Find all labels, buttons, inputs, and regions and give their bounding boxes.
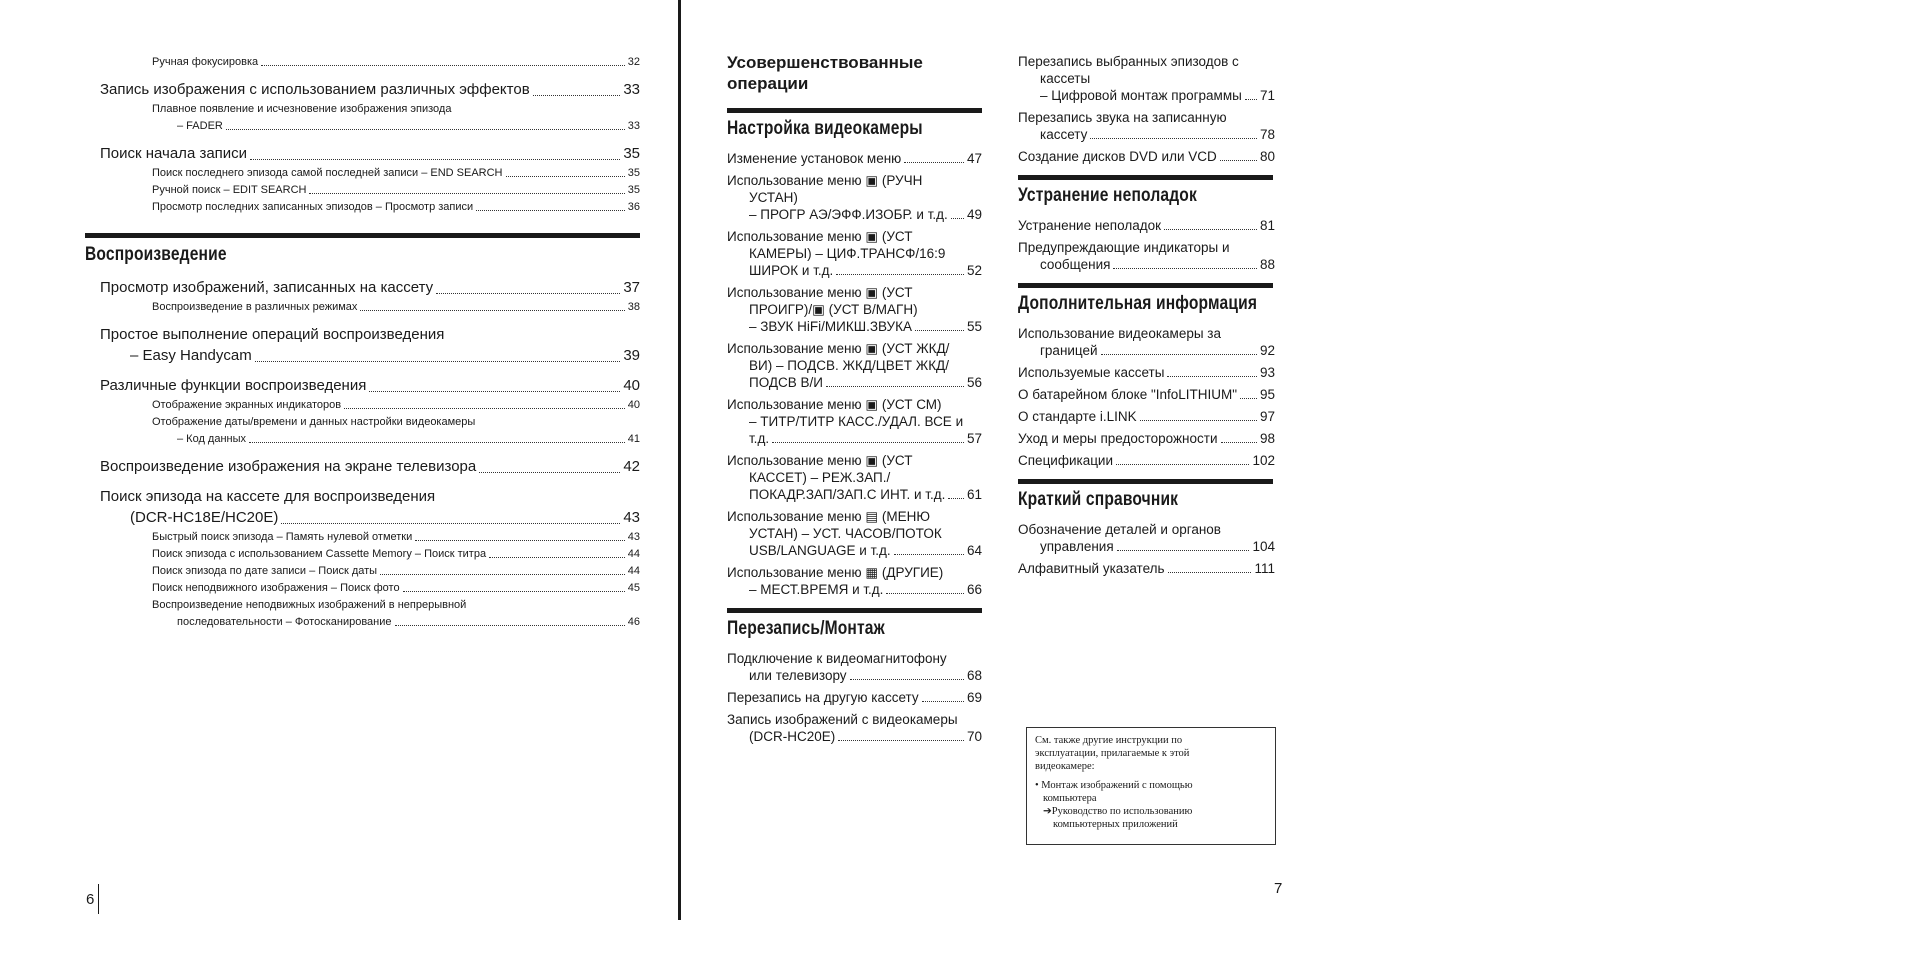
toc-entry-title: Ручная фокусировка — [152, 56, 259, 68]
toc-entry-line: Обозначение деталей и органов — [1018, 522, 1221, 537]
toc-entry-page: 33 — [627, 120, 640, 132]
toc-entry-title: Поиск начала записи — [100, 145, 248, 162]
toc-entry — [100, 346, 640, 366]
toc-entry — [100, 397, 640, 413]
toc-entry — [100, 563, 640, 579]
leader-dots — [951, 218, 964, 219]
toc-entry-line — [1018, 126, 1275, 143]
leader-dots — [476, 210, 625, 211]
leader-dots — [850, 679, 964, 680]
toc-entry-line — [1018, 386, 1275, 403]
toc-entry-line — [1018, 364, 1275, 381]
leader-dots — [1168, 572, 1252, 573]
toc-entry — [1018, 239, 1275, 273]
toc-entry-title: Запись изображения с использованием различных эффектов — [100, 81, 530, 98]
leader-dots — [826, 386, 964, 387]
toc-entry-line — [1018, 430, 1275, 447]
leader-dots — [1164, 229, 1257, 230]
toc-entry-line: Предупреждающие индикаторы и — [1018, 240, 1230, 255]
toc-entry-title: ПОКАДР.ЗАП/ЗАП.С ИНТ. и т.д. — [749, 487, 946, 502]
leader-dots — [1101, 354, 1257, 355]
toc-entry-title: Поиск эпизода на кассете для воспроизведения — [100, 488, 436, 505]
toc-entry-line — [1018, 342, 1275, 359]
toc-entry-line — [1018, 560, 1275, 577]
toc-entry — [100, 118, 640, 134]
toc-entry-title: Алфавитный указатель — [1018, 561, 1165, 576]
leader-dots — [309, 193, 624, 194]
toc-entry-line: Использование меню ▣ (УСТ — [727, 285, 913, 300]
toc-entry-line: Использование меню ▣ (УСТ — [727, 453, 913, 468]
leader-dots — [369, 391, 620, 392]
toc-entry-title: границей — [1040, 343, 1098, 358]
toc-entry-title: Отображение даты/времени и данных настройки видеокамеры — [152, 416, 476, 428]
toc-entry-line — [727, 581, 982, 598]
leader-dots — [380, 574, 625, 575]
toc-entry-title: Поиск неподвижного изображения – Поиск фото — [152, 582, 400, 594]
toc-entry-page: 44 — [627, 565, 640, 577]
toc-entry — [100, 597, 640, 613]
toc-entry-page: 32 — [627, 56, 640, 68]
toc-entry-title: Воспроизведение неподвижных изображений в непрерывной — [152, 599, 467, 611]
toc-entry-title: (DCR-HC20E) — [749, 729, 836, 744]
toc-entry-line — [1018, 256, 1275, 273]
toc-entry-line — [727, 262, 982, 279]
toc-entry — [100, 580, 640, 596]
toc-entry — [727, 711, 982, 745]
leader-dots — [255, 361, 621, 362]
toc-entry-title: Воспроизведение в различных режимах — [152, 301, 358, 313]
leader-dots — [838, 740, 964, 741]
toc-entry — [727, 396, 982, 447]
toc-entry-page: 47 — [966, 151, 982, 166]
toc-entry-line: УСТАН) – УСТ. ЧАСОВ/ПОТОК — [749, 526, 942, 541]
toc-entry-title: управления — [1040, 539, 1114, 554]
leader-dots — [281, 523, 620, 524]
leader-dots — [886, 593, 964, 594]
leader-dots — [489, 557, 625, 558]
page-number-left: 6 — [86, 884, 99, 914]
section-rule — [1018, 283, 1273, 288]
toc-entry-title: Спецификации — [1018, 453, 1114, 468]
toc-entry-page: 104 — [1252, 539, 1275, 554]
toc-entry-title: последовательности – Фотосканирование — [177, 616, 392, 628]
toc-entry — [1018, 148, 1275, 165]
toc-entry-line: УСТАН) — [749, 190, 798, 205]
toc-entry-page: 97 — [1259, 409, 1275, 424]
leader-dots — [344, 408, 625, 409]
toc-entry-page: 46 — [627, 616, 640, 628]
toc-entry-title: USB/LANGUAGE и т.д. — [749, 543, 891, 558]
leader-dots — [915, 330, 964, 331]
toc-entry-page: 40 — [627, 399, 640, 411]
toc-entry-page: 98 — [1259, 431, 1275, 446]
toc-entry-title: – ЗВУК HiFi/МИКШ.ЗВУКА — [749, 319, 912, 334]
toc-entry-line: Запись изображений с видеокамеры — [727, 712, 958, 727]
leader-dots — [360, 310, 624, 311]
toc-entry — [1018, 521, 1275, 555]
toc-entry — [100, 80, 640, 100]
toc-entry — [727, 150, 982, 167]
toc-entry-page: 55 — [966, 319, 982, 334]
toc-entry-title: Устранение неполадок — [1018, 218, 1162, 233]
leader-dots — [904, 162, 964, 163]
toc-entry-page: 43 — [627, 531, 640, 543]
toc-entry-page: 56 — [966, 375, 982, 390]
toc-entry-title: – Код данных — [177, 433, 247, 445]
toc-entry — [100, 144, 640, 164]
toc-entry — [727, 228, 982, 279]
advanced-operations-title: Усовершенствованные операции — [727, 53, 923, 93]
page-gutter-line — [678, 0, 681, 920]
toc-entry-page: 40 — [623, 377, 640, 394]
toc-entry-page: 45 — [627, 582, 640, 594]
toc-entry-title: ПОДСВ В/И — [749, 375, 824, 390]
toc-entry-page: 111 — [1254, 561, 1275, 576]
toc-entry-page: 38 — [627, 301, 640, 313]
toc-entry — [727, 508, 982, 559]
toc-entry-title: (DCR-HC18E/HC20E) — [130, 509, 279, 526]
leader-dots — [1240, 398, 1257, 399]
other-manuals-note: См. также другие инструкции по эксплуатации, прилагаемые к этой видеокамере: • Монтаж изображений с помощью компьютера ➔Руководство по использованию компьютерных приложений — [1026, 727, 1276, 845]
toc-entry-page: 80 — [1259, 149, 1275, 164]
toc-entry-title: Уход и меры предосторожности — [1018, 431, 1218, 446]
toc-entry-line: Использование меню ▣ (РУЧН — [727, 173, 923, 188]
leader-dots — [1090, 138, 1257, 139]
toc-entry-line: Использование видеокамеры за — [1018, 326, 1221, 341]
toc-entry-title: Ручной поиск – EDIT SEARCH — [152, 184, 307, 196]
toc-entry-title: – ПРОГР АЭ/ЭФФ.ИЗОБР. и т.д. — [749, 207, 948, 222]
toc-entry-line: Использование меню ▦ (ДРУГИЕ) — [727, 565, 944, 580]
leader-dots — [250, 159, 620, 160]
toc-entry-page: 35 — [623, 145, 640, 162]
toc-entry — [1018, 452, 1275, 469]
toc-entry — [100, 54, 640, 70]
toc-entry-title: – МЕСТ.ВРЕМЯ и т.д. — [749, 582, 884, 597]
toc-entry-page: 35 — [627, 167, 640, 179]
leader-dots — [1221, 442, 1257, 443]
leader-dots — [922, 701, 964, 702]
leader-dots — [948, 498, 964, 499]
toc-entry-line — [727, 486, 982, 503]
toc-entry-page: 66 — [966, 582, 982, 597]
toc-entry-title: Простое выполнение операций воспроизведения — [100, 326, 445, 343]
toc-entry-page: 93 — [1259, 365, 1275, 380]
toc-entry-title: Воспроизведение изображения на экране телевизора — [100, 458, 477, 475]
toc-entry-title: Поиск последнего эпизода самой последней записи – END SEARCH — [152, 167, 503, 179]
toc-entry-page: 102 — [1252, 453, 1275, 468]
leader-dots — [479, 472, 620, 473]
toc-entry-title: Поиск эпизода по дате записи – Поиск даты — [152, 565, 378, 577]
leader-dots — [1245, 99, 1257, 100]
toc-entry-title: сообщения — [1040, 257, 1111, 272]
toc-entry-page: 49 — [966, 207, 982, 222]
section-rule — [727, 608, 982, 613]
playback-entries — [100, 278, 640, 630]
toc-entry — [1018, 217, 1275, 234]
toc-entry — [100, 199, 640, 215]
toc-entry-line — [727, 542, 982, 559]
section-heading-playback: Воспроизведение — [85, 244, 227, 265]
section-rule — [1018, 175, 1273, 180]
toc-entry-line — [727, 430, 982, 447]
section-heading: Перезапись/Монтаж — [727, 618, 885, 639]
toc-entry — [100, 165, 640, 181]
toc-entry-title: или телевизору — [749, 668, 847, 683]
toc-entry — [727, 340, 982, 391]
toc-entry-title: Отображение экранных индикаторов — [152, 399, 342, 411]
leader-dots — [226, 129, 625, 130]
toc-entry — [1018, 364, 1275, 381]
toc-entry — [1018, 560, 1275, 577]
toc-entry-page: 61 — [966, 487, 982, 502]
toc-entry — [100, 182, 640, 198]
leader-dots — [772, 442, 964, 443]
leader-dots — [1117, 550, 1250, 551]
toc-entry-line — [1018, 538, 1275, 555]
leader-dots — [836, 274, 964, 275]
leader-dots — [249, 442, 625, 443]
leader-dots — [436, 293, 620, 294]
toc-entry — [727, 172, 982, 223]
section-heading: Дополнительная информация — [1018, 293, 1258, 314]
left-page-toc — [85, 54, 640, 630]
toc-entry — [727, 650, 982, 684]
toc-entry — [100, 614, 640, 630]
toc-entry — [727, 564, 982, 598]
toc-entry — [100, 376, 640, 396]
toc-entry — [100, 278, 640, 298]
right-page-toc-column2 — [1018, 53, 1275, 582]
toc-entry — [1018, 325, 1275, 359]
toc-entry — [100, 529, 640, 545]
toc-entry — [100, 431, 640, 447]
toc-entry-page: 95 — [1259, 387, 1275, 402]
toc-entry-line: кассеты — [1040, 71, 1091, 86]
section-rule — [727, 108, 982, 113]
section-rule — [85, 233, 640, 238]
toc-entry-page: 92 — [1259, 343, 1275, 358]
toc-entry-title: Просмотр последних записанных эпизодов – Просмотр записи — [152, 201, 474, 213]
toc-entry-line: Использование меню ▤ (МЕНЮ — [727, 509, 930, 524]
toc-entry — [100, 508, 640, 528]
toc-entry — [1018, 109, 1275, 143]
toc-entry-title: Быстрый поиск эпизода – Память нулевой отметки — [152, 531, 413, 543]
toc-entry — [100, 101, 640, 117]
toc-entry-line — [727, 206, 982, 223]
toc-entry-page: 43 — [623, 509, 640, 526]
toc-entry-title: Различные функции воспроизведения — [100, 377, 367, 394]
toc-entry-page: 88 — [1259, 257, 1275, 272]
toc-entry-line: ВИ) – ПОДСВ. ЖКД/ЦВЕТ ЖКД/ — [749, 358, 949, 373]
toc-entry-page: 81 — [1259, 218, 1275, 233]
page-number-right: 7 — [1274, 880, 1283, 897]
toc-entry-line — [1018, 87, 1275, 104]
toc-entry-page: 39 — [623, 347, 640, 364]
toc-entry-line — [727, 667, 982, 684]
toc-entry — [1018, 53, 1275, 104]
leader-dots — [403, 591, 625, 592]
leader-dots — [1220, 160, 1257, 161]
toc-entry-line — [727, 318, 982, 335]
toc-entry-page: 42 — [623, 458, 640, 475]
toc-entry-line: Использование меню ▣ (УСТ — [727, 229, 913, 244]
toc-entry-title: ШИРОК и т.д. — [749, 263, 834, 278]
section-heading: Настройка видеокамеры — [727, 118, 923, 139]
toc-entry-page: 57 — [966, 431, 982, 446]
toc-entry-line: Использование меню ▣ (УСТ СМ) — [727, 397, 942, 412]
toc-entry-title: Создание дисков DVD или VCD — [1018, 149, 1217, 164]
leader-dots — [1116, 464, 1249, 465]
leader-dots — [506, 176, 625, 177]
leader-dots — [1113, 268, 1257, 269]
toc-entry-page: 68 — [966, 668, 982, 683]
toc-entry-title: О стандарте i.LINK — [1018, 409, 1137, 424]
toc-entry-line: КАССЕТ) – РЕЖ.ЗАП./ — [749, 470, 891, 485]
toc-entry-line: Подключение к видеомагнитофону — [727, 651, 947, 666]
toc-entry — [1018, 386, 1275, 403]
toc-entry-page: 70 — [966, 729, 982, 744]
toc-entry-title: Поиск эпизода с использованием Cassette Memory – Поиск титра — [152, 548, 487, 560]
toc-entry-title: т.д. — [749, 431, 770, 446]
toc-entry-title: Перезапись на другую кассету — [727, 690, 919, 705]
toc-entry — [727, 284, 982, 335]
toc-entry — [100, 325, 640, 345]
leader-dots — [533, 95, 621, 96]
toc-entry-page: 44 — [627, 548, 640, 560]
toc-entry-line — [727, 374, 982, 391]
toc-entry — [100, 487, 640, 507]
toc-entry-line — [1018, 452, 1275, 469]
toc-entry-title: Изменение установок меню — [727, 151, 902, 166]
toc-entry — [1018, 430, 1275, 447]
leader-dots — [415, 540, 624, 541]
toc-entry-title: Используемые кассеты — [1018, 365, 1165, 380]
toc-entry-page: 36 — [627, 201, 640, 213]
recording-entries — [100, 54, 640, 215]
toc-entry-title: О батарейном блоке "InfoLITHIUM" — [1018, 387, 1238, 402]
toc-entry-line: КАМЕРЫ) – ЦИФ.ТРАНСФ/16:9 — [749, 246, 946, 261]
toc-entry-line: – ТИТР/ТИТР КАСС./УДАЛ. ВСЕ и — [749, 414, 964, 429]
toc-entry-page: 41 — [627, 433, 640, 445]
toc-entry-title: – Easy Handycam — [130, 347, 252, 364]
toc-entry-page: 71 — [1259, 88, 1275, 103]
toc-entry-title: – FADER — [177, 120, 223, 132]
toc-entry — [100, 457, 640, 477]
toc-entry — [727, 689, 982, 706]
toc-entry — [727, 452, 982, 503]
right-page-toc-column1 — [727, 52, 982, 750]
toc-entry-line — [727, 728, 982, 745]
toc-entry-title: кассету — [1040, 127, 1088, 142]
toc-entry-page: 69 — [966, 690, 982, 705]
toc-entry-page: 37 — [623, 279, 640, 296]
toc-entry-page: 78 — [1259, 127, 1275, 142]
toc-entry-page: 33 — [623, 81, 640, 98]
toc-entry — [100, 414, 640, 430]
section-heading: Устранение неполадок — [1018, 185, 1197, 206]
toc-entry — [100, 546, 640, 562]
toc-entry-page: 64 — [966, 543, 982, 558]
toc-entry-line — [727, 150, 982, 167]
toc-entry-line: Перезапись выбранных эпизодов с — [1018, 54, 1239, 69]
leader-dots — [894, 554, 964, 555]
toc-entry-line — [1018, 217, 1275, 234]
toc-entry-line: Перезапись звука на записанную — [1018, 110, 1227, 125]
toc-entry-title: – Цифровой монтаж программы — [1040, 88, 1242, 103]
toc-entry — [1018, 408, 1275, 425]
toc-entry-page: 35 — [627, 184, 640, 196]
toc-entry-page: 52 — [966, 263, 982, 278]
leader-dots — [1140, 420, 1257, 421]
leader-dots — [261, 65, 625, 66]
section-rule — [1018, 479, 1273, 484]
leader-dots — [1167, 376, 1257, 377]
toc-entry-line: ПРОИГР)/▣ (УСТ В/МАГН) — [749, 302, 918, 317]
toc-entry — [100, 299, 640, 315]
toc-entry-line — [1018, 148, 1275, 165]
toc-entry-line — [1018, 408, 1275, 425]
section-heading: Краткий справочник — [1018, 489, 1179, 510]
leader-dots — [395, 625, 625, 626]
toc-entry-title: Плавное появление и исчезновение изображения эпизода — [152, 103, 452, 115]
toc-entry-line — [727, 689, 982, 706]
toc-entry-title: Просмотр изображений, записанных на кассету — [100, 279, 434, 296]
toc-entry-line: Использование меню ▣ (УСТ ЖКД/ — [727, 341, 950, 356]
